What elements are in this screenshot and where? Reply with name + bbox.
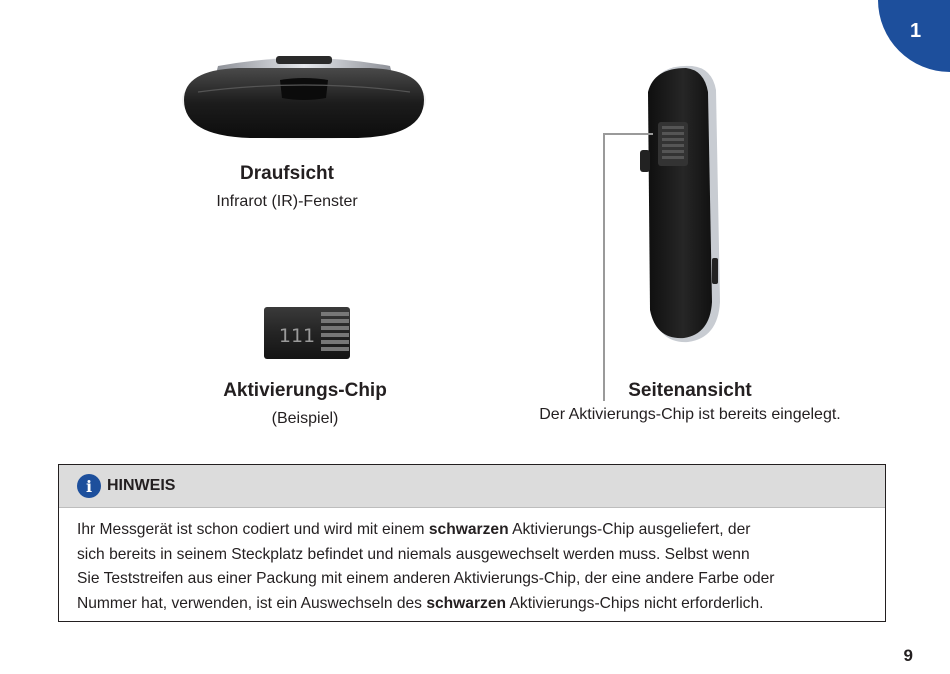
note-title: HINWEIS — [107, 477, 176, 494]
note-line-1 — [77, 518, 867, 543]
note-line-4 — [77, 592, 867, 617]
top-view-title: Draufsicht — [240, 163, 334, 184]
top-view-subtitle: Infrarot (IR)-Fenster — [216, 193, 358, 210]
chapter-number: 1 — [910, 20, 922, 42]
info-icon: i — [77, 474, 101, 498]
note-line-4-start: Nummer hat, verwenden, ist ein Auswechseln des — [77, 594, 427, 612]
activation-chip-image — [263, 306, 353, 360]
note-line-4-bold: schwarzen — [426, 594, 507, 612]
note-line-1-start: Ihr Messgerät ist schon codiert und wird mit einem — [77, 521, 429, 538]
note-header — [59, 465, 885, 508]
note-line-2: sich bereits in seinem Steckplatz befindet und niemals ausgewechselt werden muss. Selbst wenn — [77, 545, 750, 563]
device-side-view-image — [630, 62, 730, 347]
note-line-3: Sie Teststreifen aus einer Packung mit einem anderen Aktivierungs-Chip, der eine andere Farbe oder — [77, 570, 775, 587]
note-box — [58, 464, 886, 622]
note-line-1-end: Aktivierungs-Chip ausgeliefert, der — [508, 521, 751, 538]
side-view-title: Seitenansicht — [628, 380, 752, 401]
side-view-subtitle: Der Aktivierungs-Chip ist bereits eingelegt. — [539, 406, 841, 423]
note-line-4-end: Aktivierungs-Chips nicht erforderlich. — [506, 594, 764, 612]
page-number: 9 — [903, 646, 913, 665]
chip-title: Aktivierungs-Chip — [223, 380, 387, 401]
callout-line — [603, 133, 605, 401]
chip-subtitle: (Beispiel) — [271, 410, 339, 427]
note-line-1-bold: schwarzen — [428, 521, 509, 538]
chapter-tab — [878, 0, 950, 72]
device-top-view-image — [178, 52, 430, 148]
note-body — [59, 508, 885, 616]
callout-line-horizontal — [603, 133, 653, 135]
chip-number-label: 111 — [278, 325, 316, 347]
